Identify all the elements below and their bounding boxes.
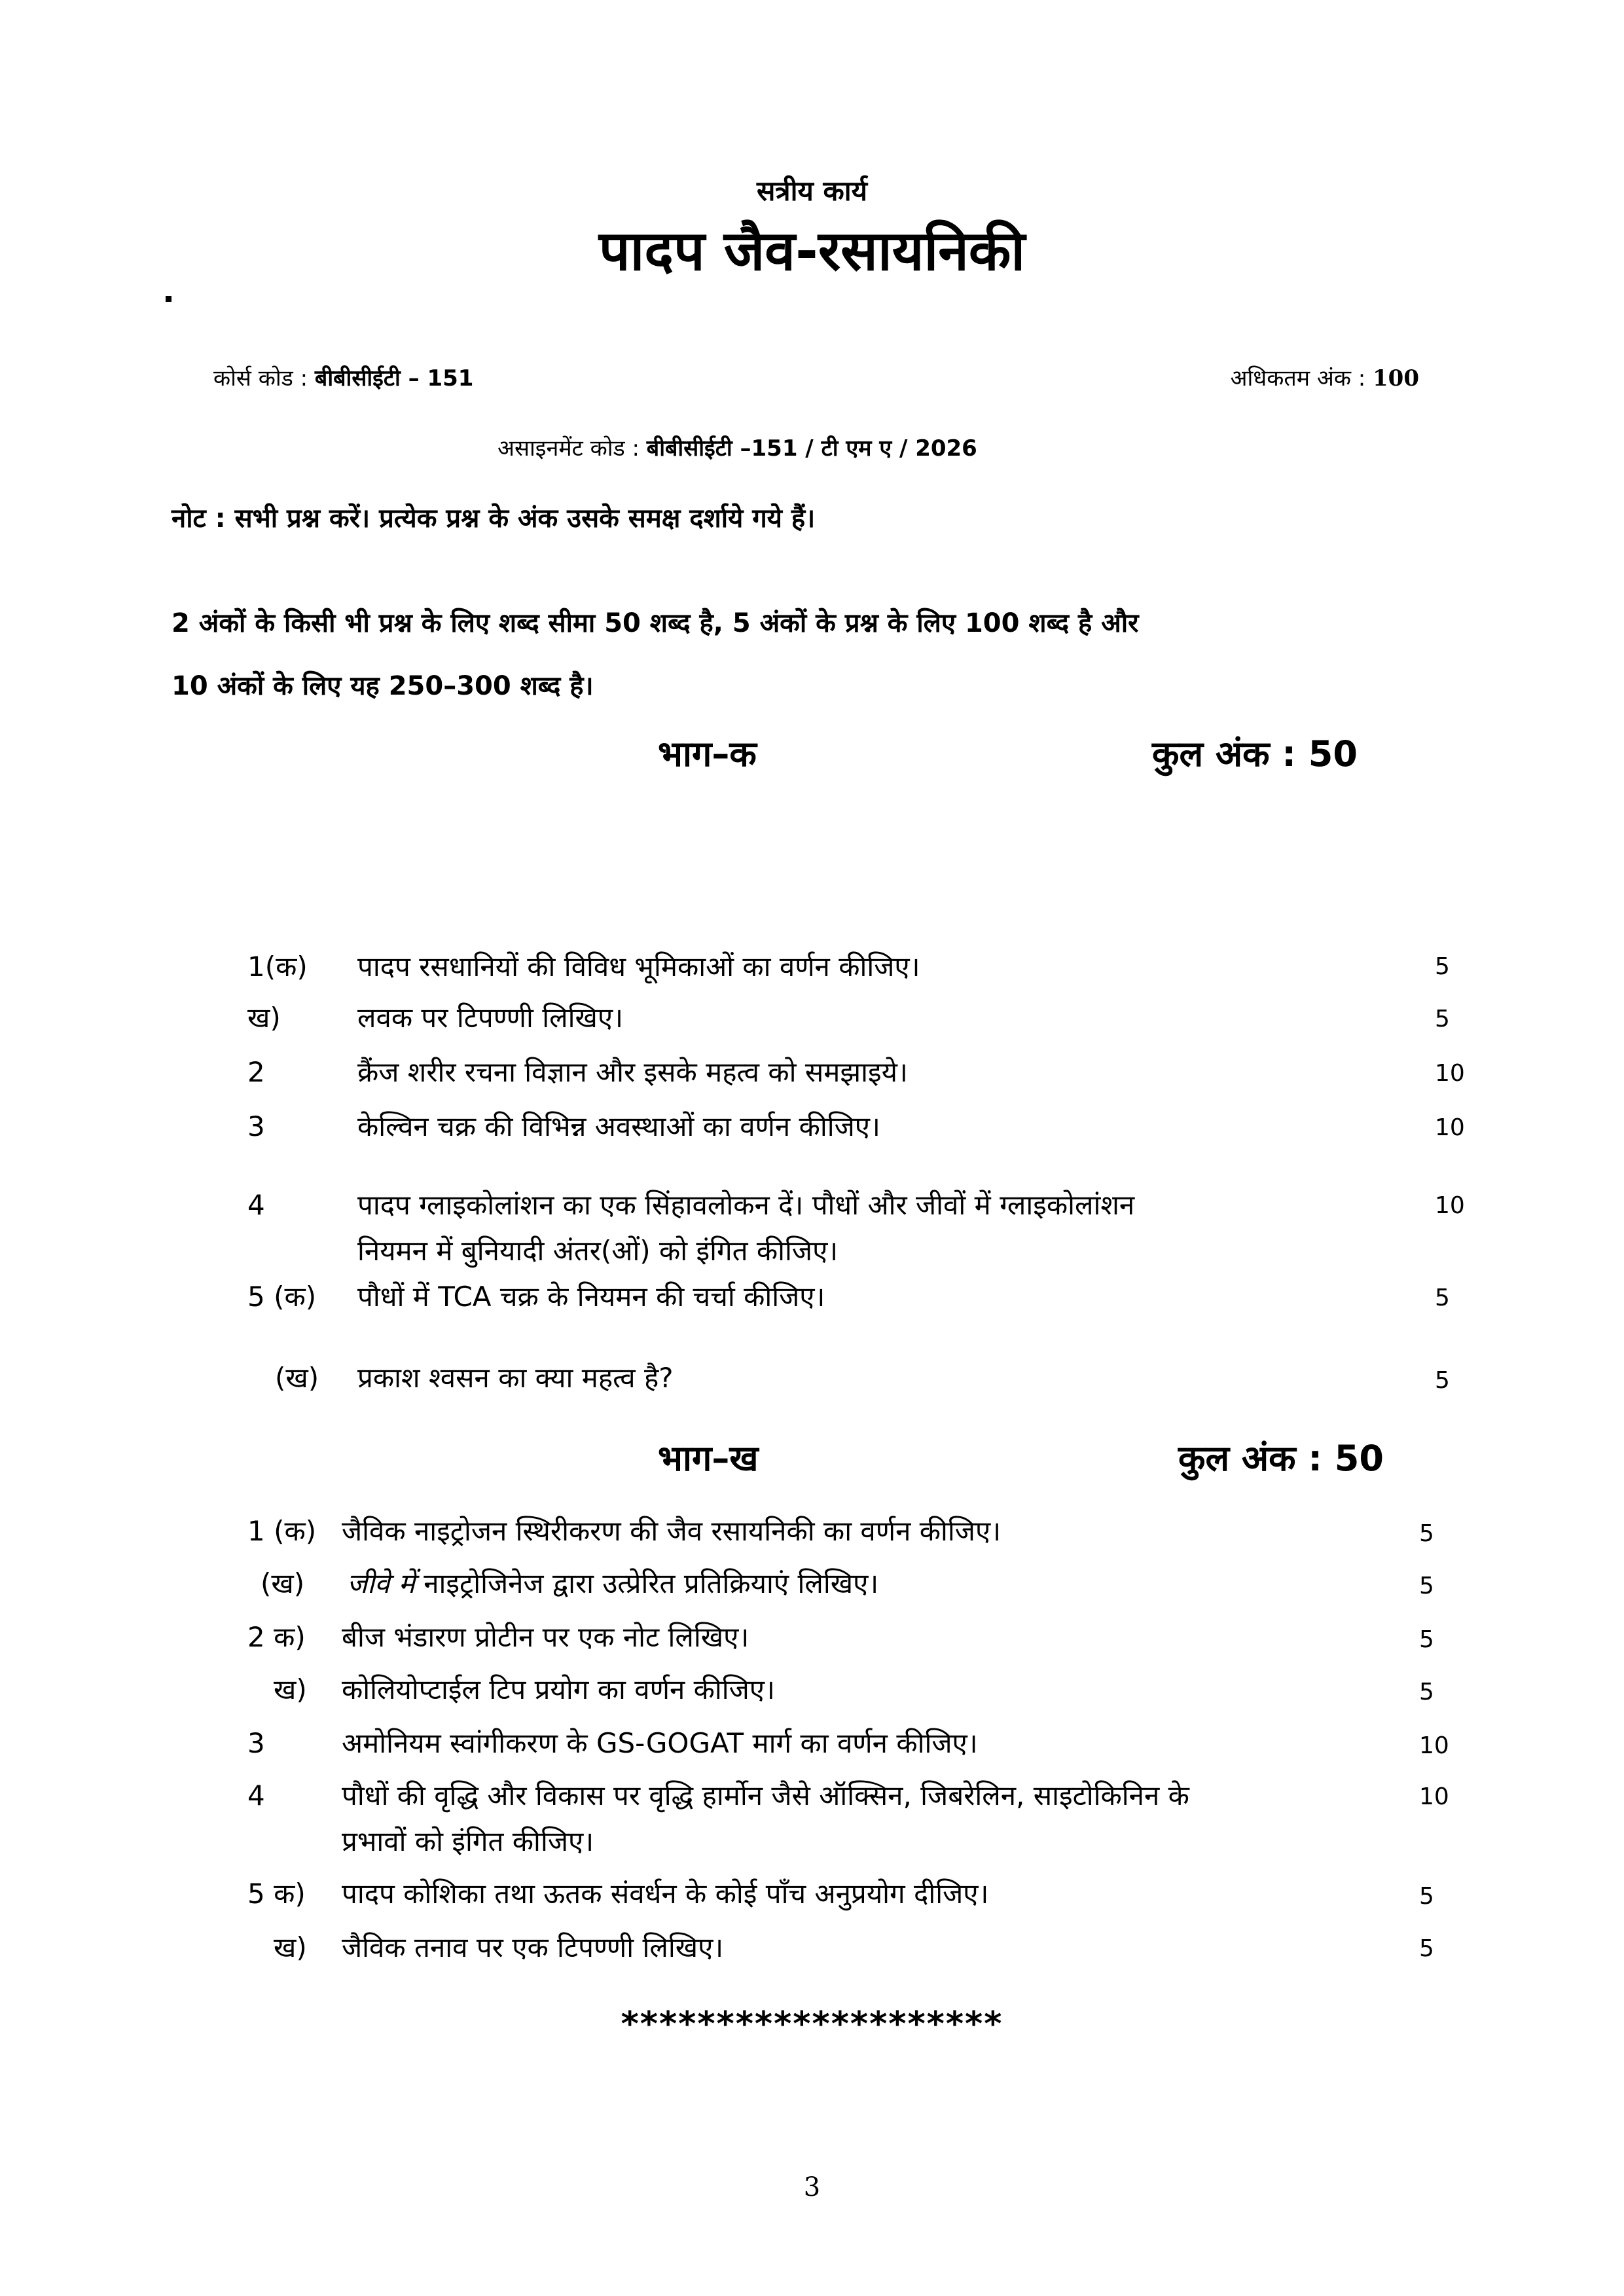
max-marks-label: अधिकतम अंक : xyxy=(1230,365,1366,392)
course-code xyxy=(213,362,473,392)
question-text xyxy=(347,1561,878,1607)
word-limit-line-1: 2 अंकों के किसी भी प्रश्न के लिए शब्द सीमा 50 शब्द है, 5 अंकों के प्रश्न के लिए 100 शब्द है और xyxy=(171,608,1139,638)
assignment-code-value: बीबीसीईटी –151 / टी एम ए / 2026 xyxy=(646,435,977,462)
question-text: लवक पर टिपण्णी लिखिए। xyxy=(357,1002,623,1034)
question-number: ख) xyxy=(274,1931,307,1963)
question-number: 5 क) xyxy=(247,1878,306,1910)
question-marks: 10 xyxy=(1419,1783,1449,1810)
question-number: ख) xyxy=(274,1673,307,1705)
max-marks xyxy=(1231,362,1419,392)
question-text: जैविक तनाव पर एक टिपण्णी लिखिए। xyxy=(342,1931,724,1963)
question-text: पौधों में TCA चक्र के नियमन की चर्चा कीजिए। xyxy=(357,1281,825,1313)
question-number: (ख) xyxy=(275,1362,319,1394)
question-number: 4 xyxy=(247,1779,265,1812)
question-marks: 5 xyxy=(1435,953,1450,980)
question-text: प्रकाश श्वसन का क्या महत्व है? xyxy=(357,1362,674,1394)
page-title: पादप जैव-रसायनिकी xyxy=(598,219,1026,283)
question-marks: 5 xyxy=(1435,1367,1450,1394)
section-a-heading: भाग–क xyxy=(658,733,757,774)
page-number: 3 xyxy=(803,2172,821,2202)
question-marks: 5 xyxy=(1435,1285,1450,1311)
question-number: (ख) xyxy=(261,1567,305,1599)
question-text: पादप रसधानियों की विविध भूमिकाओं का वर्णन कीजिए। xyxy=(357,951,920,983)
question-number: 3 xyxy=(247,1727,265,1759)
question-number: 3 xyxy=(247,1110,265,1142)
course-code-value: बीबीसीईटी – 151 xyxy=(314,365,474,392)
question-text-rest: नाइट्रोजिनेज द्वारा उत्प्रेरित प्रतिक्रियाएं लिखिए। xyxy=(414,1567,879,1599)
question-number: 2 क) xyxy=(247,1621,306,1653)
question-marks: 5 xyxy=(1419,1679,1434,1705)
note-text: नोट : सभी प्रश्न करें। प्रत्येक प्रश्न के अंक उसके समक्ष दर्शाये गये हैं। xyxy=(171,503,816,534)
section-b-heading: भाग–ख xyxy=(658,1438,759,1479)
question-text: पौधों की वृद्धि और विकास पर वृद्धि हार्मोन जैसे ऑक्सिन, जिबरेलिन, साइटोकिनिन के xyxy=(342,1779,1189,1812)
assignment-subtitle: सत्रीय कार्य xyxy=(757,175,867,207)
stray-dot xyxy=(166,296,171,302)
section-b-total: कुल अंक : 50 xyxy=(1178,1438,1384,1479)
question-text: बीज भंडारण प्रोटीन पर एक नोट लिखिए। xyxy=(342,1621,749,1653)
assignment-code xyxy=(497,432,977,462)
question-marks: 5 xyxy=(1419,1520,1434,1547)
question-number: 2 xyxy=(247,1056,265,1088)
question-text: पादप ग्लाइकोलांशन का एक सिंहावलोकन दें। पौधों और जीवों में ग्लाइकोलांशन xyxy=(357,1189,1135,1221)
question-marks: 10 xyxy=(1435,1192,1465,1219)
question-number: 1 (क) xyxy=(247,1515,317,1547)
question-text: अमोनियम स्वांगीकरण के GS-GOGAT मार्ग का वर्णन कीजिए। xyxy=(342,1727,978,1759)
word-limit-line-2: 10 अंकों के लिए यह 250–300 शब्द है। xyxy=(171,671,594,701)
end-stars: ******************** xyxy=(621,2005,1003,2044)
question-marks: 5 xyxy=(1419,1626,1434,1653)
question-marks: 5 xyxy=(1419,1573,1434,1599)
question-marks: 10 xyxy=(1419,1732,1449,1759)
question-text: क्रैंज शरीर रचना विज्ञान और इसके महत्व को समझाइये। xyxy=(357,1056,908,1088)
question-text: कोलियोप्टाईल टिप प्रयोग का वर्णन कीजिए। xyxy=(342,1673,775,1705)
max-marks-value: 100 xyxy=(1373,365,1419,392)
question-text: केल्विन चक्र की विभिन्न अवस्थाओं का वर्णन कीजिए। xyxy=(357,1110,880,1142)
question-number: 5 (क) xyxy=(247,1281,317,1313)
assignment-code-label: असाइनमेंट कोड : xyxy=(497,435,640,462)
course-code-label: कोर्स कोड : xyxy=(213,365,308,392)
latin-phrase: जीवे में xyxy=(347,1567,415,1599)
question-text: पादप कोशिका तथा ऊतक संवर्धन के कोई पाँच अनुप्रयोग दीजिए। xyxy=(342,1878,989,1910)
question-marks: 10 xyxy=(1435,1114,1465,1141)
question-text-continued: प्रभावों को इंगित कीजिए। xyxy=(342,1825,594,1857)
question-marks: 5 xyxy=(1419,1883,1434,1910)
section-a-total: कुल अंक : 50 xyxy=(1152,733,1358,774)
question-number: ख) xyxy=(247,1002,281,1034)
question-text-continued: नियमन में बुनियादी अंतर(ओं) को इंगित कीजिए। xyxy=(357,1235,839,1267)
question-marks: 10 xyxy=(1435,1060,1465,1087)
question-number: 1(क) xyxy=(247,951,308,983)
question-text: जैविक नाइट्रोजन स्थिरीकरण की जैव रसायनिकी का वर्णन कीजिए। xyxy=(342,1515,1001,1547)
question-marks: 5 xyxy=(1419,1935,1434,1962)
question-marks: 5 xyxy=(1435,1006,1450,1032)
question-number: 4 xyxy=(247,1189,265,1221)
